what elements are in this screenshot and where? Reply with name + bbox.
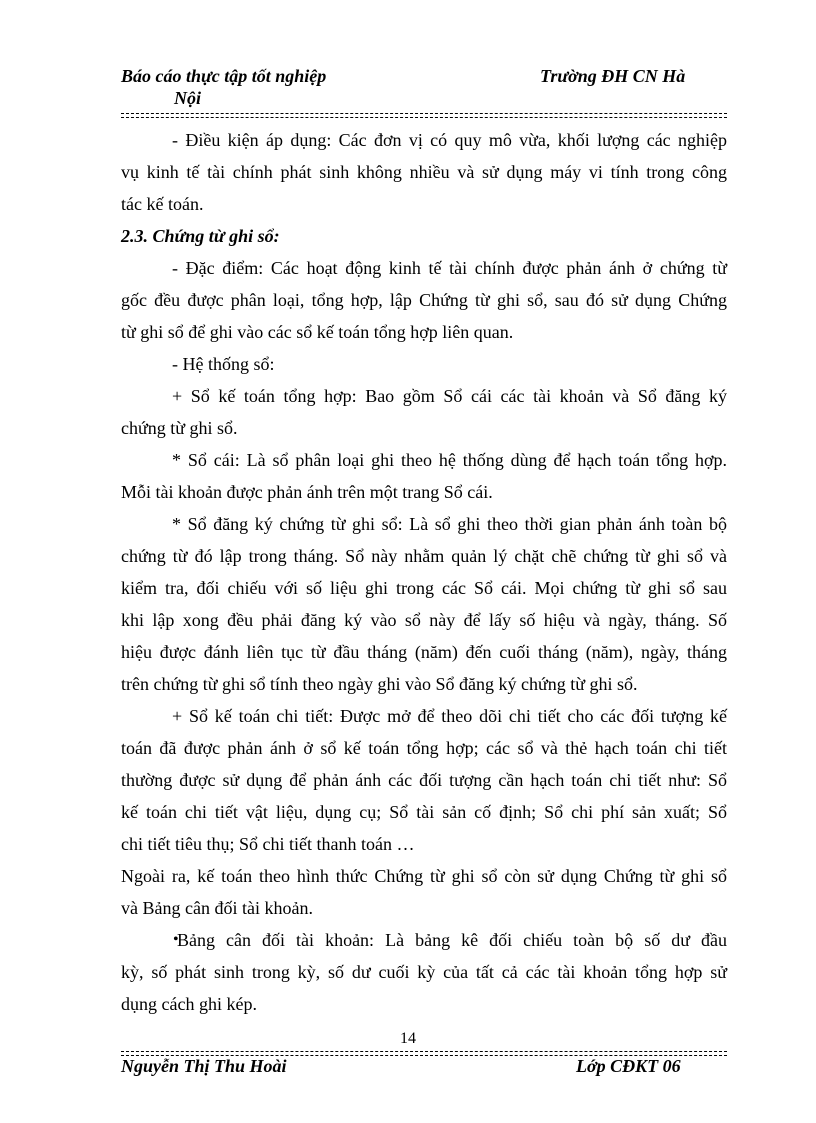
text-line: * Sổ cái: Là sổ phân loại ghi theo hệ thống dùng để hạch toán tổng hợp. [172, 450, 727, 470]
text-line: dụng cách ghi kép. [121, 994, 257, 1014]
page-number: 14 [400, 1030, 416, 1047]
header-title-left-continued: Nội [174, 88, 201, 108]
text-line: Mỗi tài khoản được phản ánh trên một trang Sổ cái. [121, 482, 493, 502]
page-body [121, 124, 727, 1020]
text-line: - Điều kiện áp dụng: Các đơn vị có quy mô vừa, khối lượng các nghiệp [172, 130, 727, 150]
header-rule-bottom [121, 117, 727, 118]
footer-rule-top [121, 1051, 727, 1052]
header-title-left: Báo cáo thực tập tốt nghiệp [121, 66, 327, 86]
text-line: thường được sử dụng để phản ánh các đối tượng cần hạch toán chi tiết như: Sổ [121, 770, 727, 790]
text-line: tác kế toán. [121, 194, 204, 214]
text-line: chi tiết tiêu thụ; Sổ chi tiết thanh toán … [121, 834, 415, 854]
text-line: hiệu được đánh liên tục từ đầu tháng (năm) đến cuối tháng (năm), ngày, tháng [121, 642, 727, 662]
footer-class: Lớp CĐKT 06 [576, 1056, 681, 1076]
text-line: chứng từ đó lập trong tháng. Sổ này nhằm quản lý chặt chẽ chứng từ ghi sổ và [121, 546, 727, 566]
text-line: Ngoài ra, kế toán theo hình thức Chứng từ ghi sổ còn sử dụng Chứng từ ghi sổ [121, 866, 727, 886]
text-line: và Bảng cân đối tài khoản. [121, 898, 313, 918]
text-line: Bảng cân đối tài khoản: Là bảng kê đối chiếu toàn bộ số dư đầu [177, 930, 727, 950]
text-line: khi lập xong đều phải đăng ký vào sổ này để lấy số hiệu và ngày, tháng. Số [121, 610, 727, 630]
text-line: - Đặc điểm: Các hoạt động kinh tế tài chính được phản ánh ở chứng từ [172, 258, 727, 278]
text-line: toán đã được phản ánh ở sổ kế toán tổng hợp; các sổ và thẻ hạch toán chi tiết [121, 738, 727, 758]
bullet-icon: • [173, 931, 179, 948]
text-line: - Hệ thống sổ: [172, 354, 275, 374]
header-rule-top [121, 113, 727, 114]
bullet-item [121, 924, 727, 956]
text-line: từ ghi sổ để ghi vào các sổ kế toán tổng hợp liên quan. [121, 322, 514, 342]
text-line: kế toán chi tiết vật liệu, dụng cụ; Sổ tài sản cố định; Sổ chi phí sản xuất; Sổ [121, 802, 727, 822]
text-line: vụ kinh tế tài chính phát sinh không nhiều và sử dụng máy vi tính trong công [121, 162, 727, 182]
text-line: chứng từ ghi sổ. [121, 418, 238, 438]
header-title-right: Trường ĐH CN Hà [540, 66, 686, 86]
text-line: gốc đều được phân loại, tổng hợp, lập Chứng từ ghi sổ, sau đó sử dụng Chứng [121, 290, 727, 310]
text-line: + Sổ kế toán chi tiết: Được mở để theo dõi chi tiết cho các đối tượng kế [172, 706, 727, 726]
text-line: kiểm tra, đối chiếu với số liệu ghi trong các Sổ cái. Mọi chứng từ ghi sổ sau [121, 578, 727, 598]
footer-author: Nguyễn Thị Thu Hoài [121, 1056, 287, 1076]
text-line: kỳ, số phát sinh trong kỳ, số dư cuối kỳ của tất cả các tài khoản tổng hợp sử [121, 962, 727, 982]
text-line: trên chứng từ ghi sổ tính theo ngày ghi vào Sổ đăng ký chứng từ ghi sổ. [121, 674, 638, 694]
text-line: + Sổ kế toán tổng hợp: Bao gồm Sổ cái các tài khoản và Sổ đăng ký [172, 386, 727, 406]
text-line: * Sổ đăng ký chứng từ ghi sổ: Là sổ ghi theo thời gian phản ánh toàn bộ [172, 514, 727, 534]
section-heading: 2.3. Chứng từ ghi sổ: [121, 226, 280, 246]
